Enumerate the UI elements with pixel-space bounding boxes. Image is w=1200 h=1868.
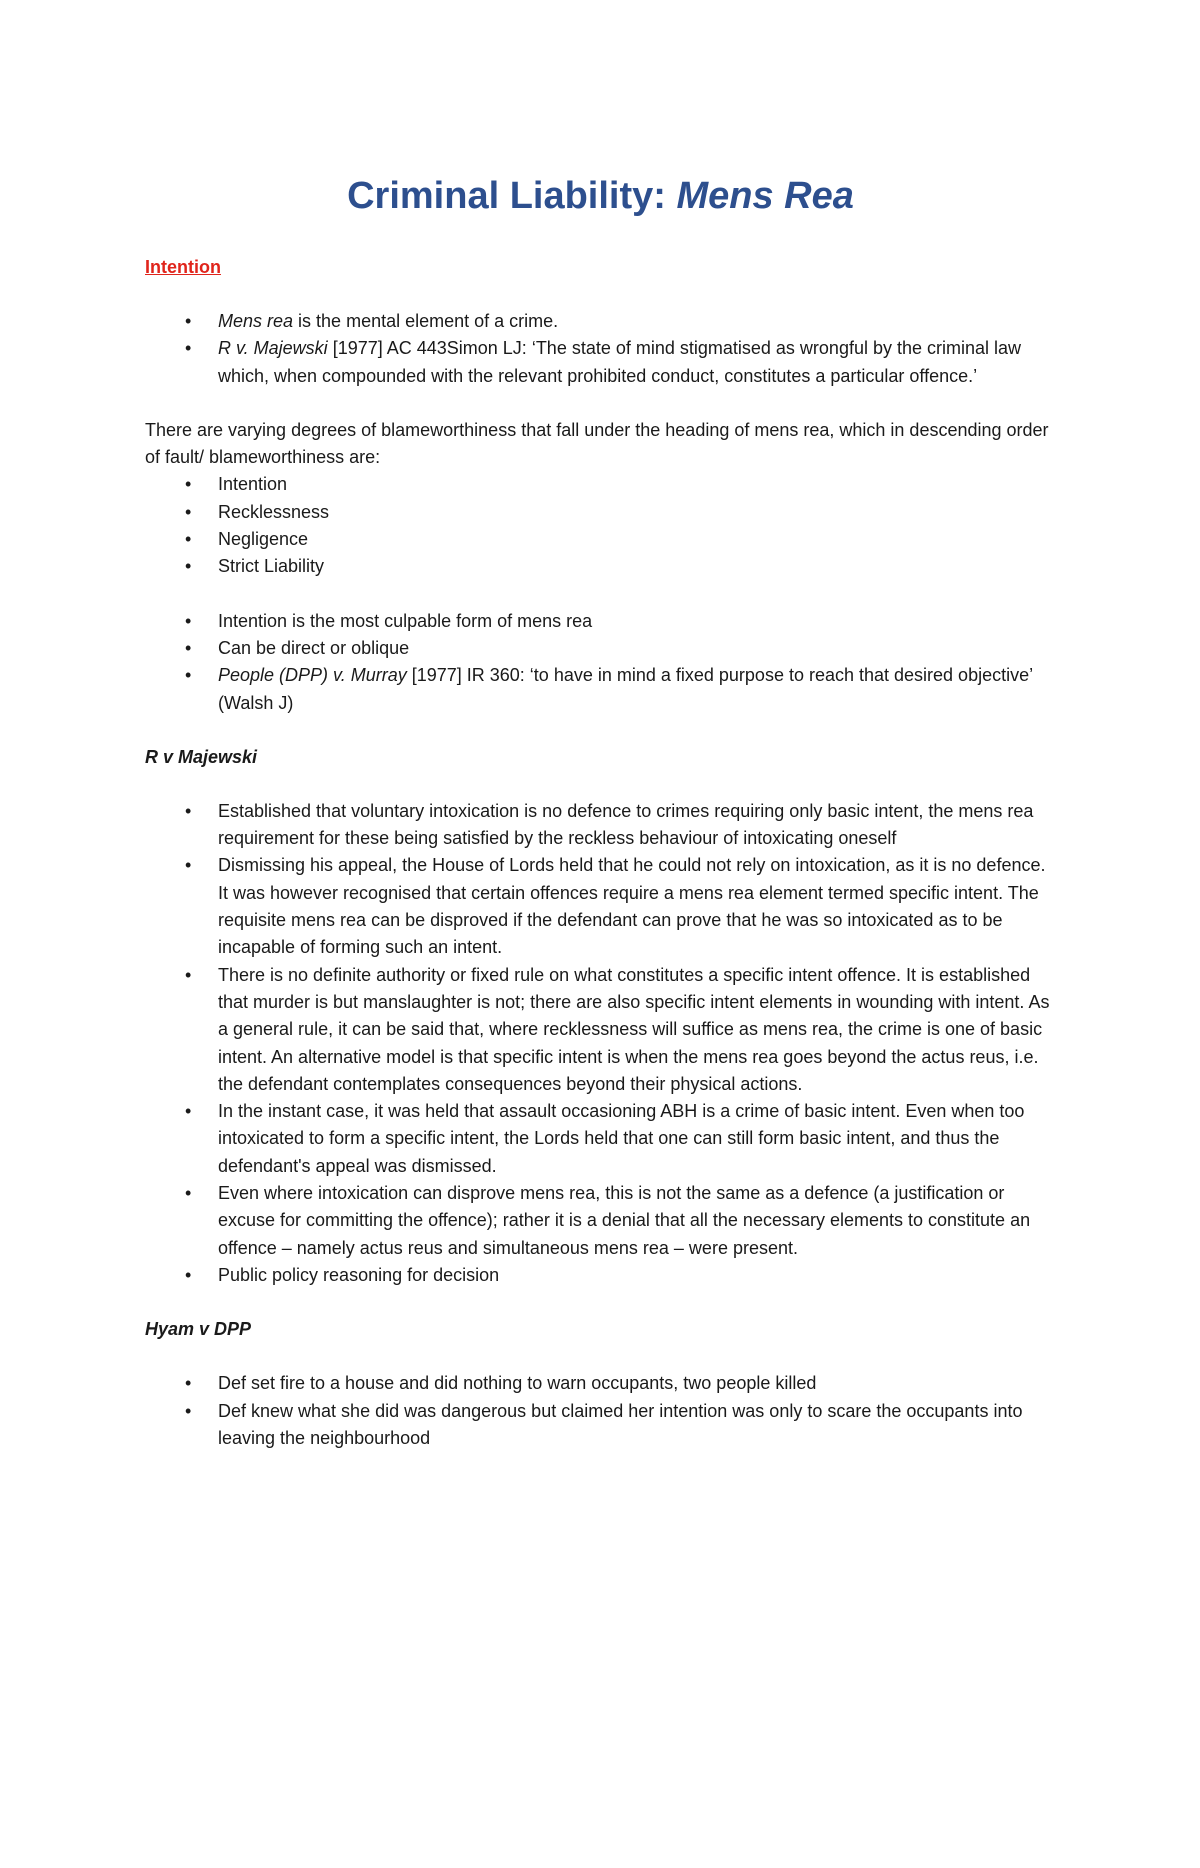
- list-item: • R v. Majewski [1977] AC 443Simon LJ: ‘The state of mind stigmatised as wrongful by the criminal law which, when compounded with the relevant prohibited conduct, constitutes a particular offence.’: [145, 335, 1056, 390]
- list-item: • There is no definite authority or fixed rule on what constitutes a specific intent offence. It is established that murder is but manslaughter is not; there are also specific intent elements in wounding with intent. As a general rule, it can be said that, where recklessness will suffice as mens rea, the crime is one of basic intent. An alternative model is that specific intent is when the mens rea goes beyond the actus reus, i.e. the defendant contemplates consequences beyond their physical actions.: [145, 962, 1056, 1098]
- list-item: • Can be direct or oblique: [145, 635, 1056, 662]
- majewski-list: [145, 798, 1056, 1289]
- list-item: • Intention is the most culpable form of mens rea: [145, 608, 1056, 635]
- list-item: • Negligence: [145, 526, 1056, 553]
- hyam-list: [145, 1370, 1056, 1452]
- intention-definition-list: [145, 308, 1056, 390]
- list-item: • Established that voluntary intoxication is no defence to crimes requiring only basic intent, the mens rea requirement for these being satisfied by the reckless behaviour of intoxicating oneself: [145, 798, 1056, 853]
- list-item: • Public policy reasoning for decision: [145, 1262, 1056, 1289]
- list-item: • In the instant case, it was held that assault occasioning ABH is a crime of basic intent. Even when too intoxicated to form a specific intent, the Lords held that one can still form basic intent, and thus the defendant's appeal was dismissed.: [145, 1098, 1056, 1180]
- list-item: • Even where intoxication can disprove mens rea, this is not the same as a defence (a justification or excuse for committing the offence); rather it is a denial that all the necessary elements to constitute an offence – namely actus reus and simultaneous mens rea – were present.: [145, 1180, 1056, 1262]
- list-item: • Def knew what she did was dangerous but claimed her intention was only to scare the occupants into leaving the neighbourhood: [145, 1398, 1056, 1453]
- list-item: • Strict Liability: [145, 553, 1056, 580]
- title-plain: Criminal Liability:: [347, 175, 677, 217]
- degrees-intro-paragraph: There are varying degrees of blameworthiness that fall under the heading of mens rea, which in descending order of fault/ blameworthiness are:: [145, 419, 1049, 468]
- list-item: • Intention: [145, 471, 1056, 498]
- intention-points-list: [145, 608, 1056, 717]
- list-item: • Mens rea is the mental element of a crime.: [145, 308, 1056, 335]
- document-title: [145, 170, 1056, 222]
- heading-r-v-majewski: R v Majewski: [145, 746, 258, 767]
- list-item: • Def set fire to a house and did nothing to warn occupants, two people killed: [145, 1370, 1056, 1397]
- list-item: • Dismissing his appeal, the House of Lords held that he could not rely on intoxication, as it is no defence. It was however recognised that certain offences require a mens rea element termed specific intent. The requisite mens rea can be disproved if the defendant can prove that he was so intoxicated as to be incapable of forming such an intent.: [145, 852, 1056, 961]
- heading-intention: Intention: [145, 257, 221, 277]
- list-item: • Recklessness: [145, 499, 1056, 526]
- title-italic: Mens Rea: [676, 175, 854, 217]
- degrees-list: [145, 471, 1056, 580]
- heading-hyam-v-dpp: Hyam v DPP: [145, 1319, 252, 1340]
- document-page: [0, 170, 1200, 1868]
- list-item: • People (DPP) v. Murray [1977] IR 360: ‘to have in mind a fixed purpose to reach that desired objective’ (Walsh J): [145, 662, 1056, 717]
